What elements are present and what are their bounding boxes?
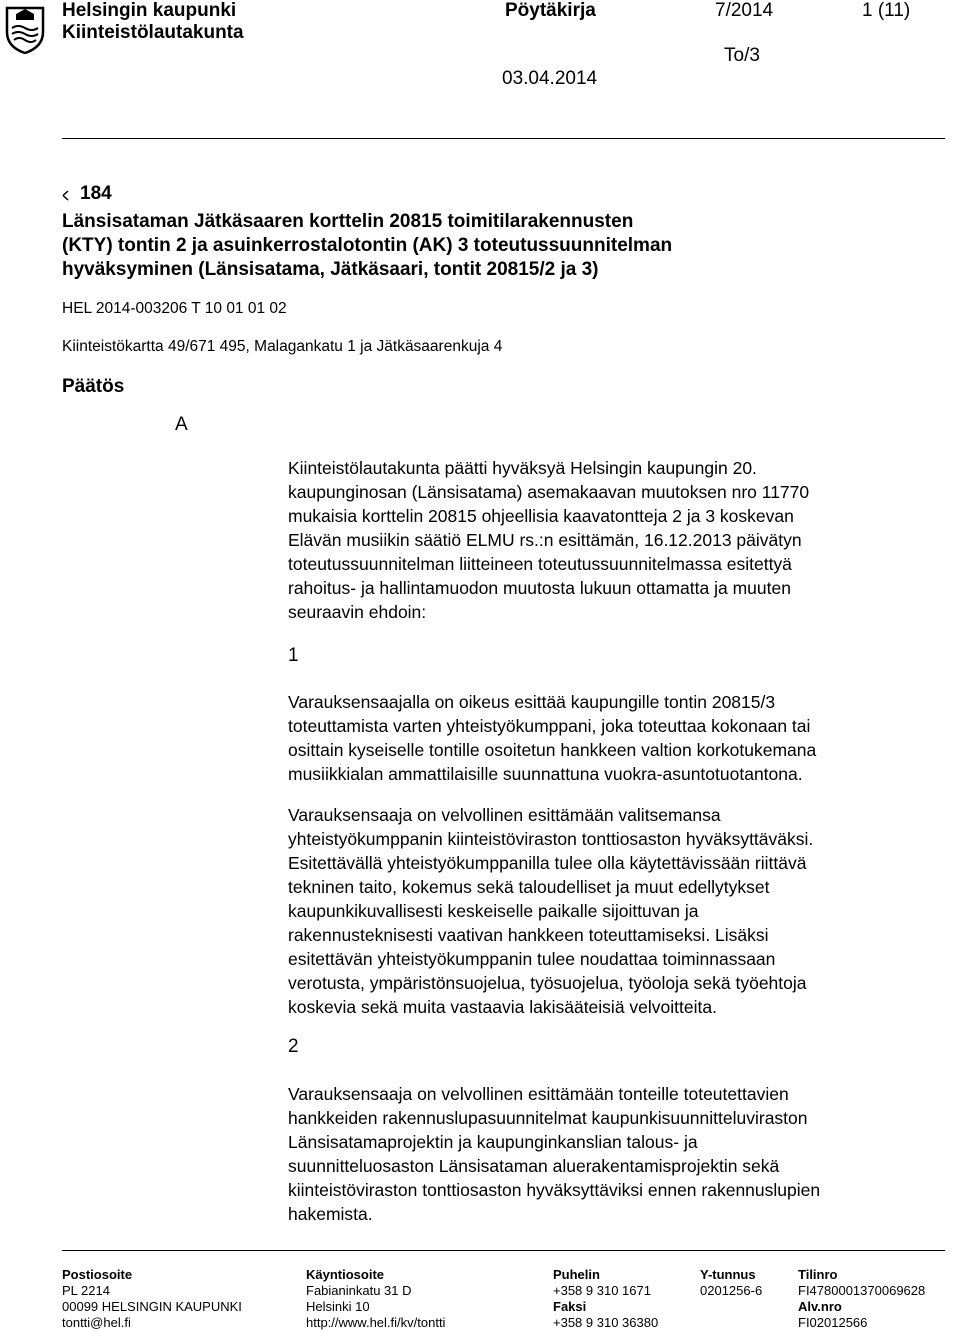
- condition-number: 1: [288, 645, 299, 666]
- text-line: kiinteistöviraston tonttiosaston hyväksyttäviksi ennen rakennuslupien: [288, 1180, 821, 1200]
- text-line: Esitettävällä yhteistyökumppanilla tulee olla käytettävissään riittävä: [288, 853, 807, 873]
- footer-visiting-address: [306, 1267, 445, 1331]
- text-line: kaupunginosan (Länsisatama) asemakaavan muutoksen nro 11770: [288, 482, 810, 502]
- title-line: (KTY) tontin 2 ja asuinkerrostalotontin (AK) 3 toteutussuunnitelman: [62, 235, 673, 256]
- title-line: hyväksyminen (Länsisatama, Jätkäsaari, tontit 20815/2 ja 3): [62, 259, 599, 280]
- text-line: esitettävän yhteistyökumppanin tulee noudattaa toiminnassaan: [288, 949, 776, 969]
- condition-1b-paragraph: [288, 803, 948, 1019]
- text-line: musiikkialan ammattilaisille suunnattuna vuokra-asuntotuotantona.: [288, 764, 803, 784]
- footer-postal-address: [62, 1267, 242, 1331]
- decision-intro-paragraph: [288, 456, 948, 624]
- text-line: yhteistyökumppanin kiinteistöviraston tonttiosaston hyväksyttäväksi.: [288, 829, 814, 849]
- text-line: toteuttamista varten yhteistyökumppani, joka toteuttaa kokonaan tai: [288, 716, 811, 736]
- text-line: seuraavin ehdoin:: [288, 602, 427, 622]
- footer-label: Faksi: [553, 1299, 587, 1314]
- text-line: mukaisia korttelin 20815 ohjeellisia kaavatontteja 2 ja 3 koskevan: [288, 506, 794, 526]
- page-count: 1 (11): [862, 0, 911, 21]
- text-line: hakemista.: [288, 1204, 373, 1224]
- text-line: rahoitus- ja hallintamuodon muutosta lukuun ottamatta ja muuten: [288, 578, 791, 598]
- text-line: osittain kyseiselle tontille osoitetun hankkeen valtion korkotukemana: [288, 740, 817, 760]
- text-line: rakennusteknisesti vaativan hankkeen toteuttamiseksi. Lisäksi: [288, 925, 769, 945]
- footer-value: Helsinki 10: [306, 1299, 370, 1314]
- board-name: Kiinteistölautakunta: [62, 22, 244, 43]
- item-code: To/3: [724, 45, 760, 66]
- footer-label: Puhelin: [553, 1267, 600, 1282]
- item-number: 184: [80, 183, 112, 204]
- condition-1a-paragraph: [288, 690, 948, 786]
- footer-divider: [62, 1250, 945, 1251]
- organization-name: Helsingin kaupunki: [62, 0, 237, 21]
- footer-email-link[interactable]: tontti@hel.fi: [62, 1315, 131, 1330]
- title-line: Länsisataman Jätkäsaaren korttelin 20815 toimitilarakennusten: [62, 211, 634, 232]
- reference-code: HEL 2014-003206 T 10 01 01 02: [62, 300, 287, 317]
- text-line: hankkeiden rakennuslupasuunnitelmat kaupunkisuunnitteluviraston: [288, 1108, 808, 1128]
- footer-value: PL 2214: [62, 1283, 110, 1298]
- footer-label: Y-tunnus: [700, 1267, 756, 1282]
- footer-phone: [553, 1267, 658, 1331]
- footer-value: Fabianinkatu 31 D: [306, 1283, 412, 1298]
- footer-label: Postiosoite: [62, 1267, 133, 1282]
- condition-number: 2: [288, 1036, 299, 1057]
- footer-website-link[interactable]: http://www.hel.fi/kv/tontti: [306, 1315, 446, 1330]
- property-map-reference: Kiinteistökartta 49/671 495, Malagankatu 1 ja Jätkäsaarenkuja 4: [62, 338, 503, 355]
- text-line: Elävän musiikin säätiö ELMU rs.:n esittämän, 16.12.2013 päivätyn: [288, 530, 802, 550]
- footer-value: FI02012566: [798, 1315, 868, 1330]
- footer-value: 0201256-6: [700, 1283, 763, 1298]
- header-divider: [62, 138, 945, 139]
- decision-heading: Päätös: [62, 376, 125, 397]
- footer-label: Käyntiosoite: [306, 1267, 385, 1282]
- text-line: Varauksensaajalla on oikeus esittää kaupungille tontin 20815/3: [288, 692, 776, 712]
- footer-label: Tilinro: [798, 1267, 838, 1282]
- text-line: tekninen taito, kokemus sekä taloudelliset ja muut edellytykset: [288, 877, 770, 897]
- text-line: koskevia sekä muita vastaavia lakisääteisiä velvoitteita.: [288, 997, 717, 1017]
- helsinki-crest-icon: [4, 4, 46, 54]
- footer-label: Alv.nro: [798, 1299, 842, 1314]
- footer-business-id: [700, 1267, 762, 1299]
- document-type: Pöytäkirja: [505, 0, 596, 21]
- text-line: Varauksensaaja on velvollinen esittämään tonteille toteutettavien: [288, 1084, 789, 1104]
- footer-account: [798, 1267, 925, 1331]
- condition-2-paragraph: [288, 1082, 948, 1226]
- text-line: suunnitteluosaston Länsisataman aluerakentamisprojektin sekä: [288, 1156, 780, 1176]
- text-line: toteutussuunnitelman liitteineen toteutussuunnitelmassa esitettyä: [288, 554, 792, 574]
- text-line: Kiinteistölautakunta päätti hyväksyä Helsingin kaupungin 20.: [288, 458, 757, 478]
- text-line: Länsisatamaprojektin ja kaupunginkanslian talous- ja: [288, 1132, 698, 1152]
- footer-value: +358 9 310 1671: [553, 1283, 651, 1298]
- footer-value: 00099 HELSINGIN KAUPUNKI: [62, 1299, 242, 1314]
- item-title: [62, 210, 942, 282]
- footer-value: +358 9 310 36380: [553, 1315, 659, 1330]
- text-line: kaupunkikuvallisesti keskeiselle paikalle sijoittuvan ja: [288, 901, 699, 921]
- text-line: Varauksensaaja on velvollinen esittämään valitsemansa: [288, 805, 721, 825]
- footer-value: FI4780001370069628: [798, 1283, 926, 1298]
- meeting-date: 03.04.2014: [502, 68, 598, 89]
- text-line: verotusta, ympäristönsuojelua, työsuojelua, työoloja sekä työehtoja: [288, 973, 807, 993]
- decision-letter: A: [175, 414, 188, 435]
- document-number: 7/2014: [715, 0, 774, 21]
- section-marker-icon: [62, 190, 74, 201]
